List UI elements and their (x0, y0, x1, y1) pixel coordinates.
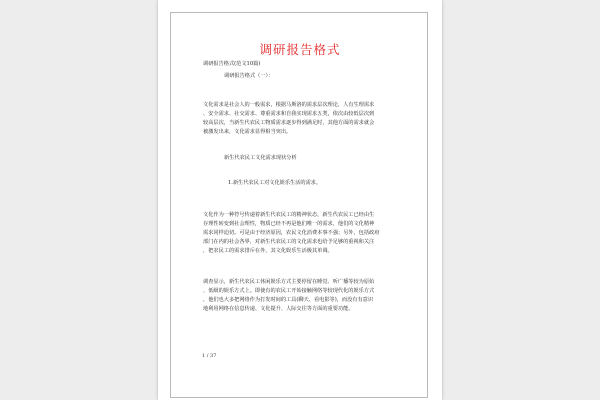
paragraph-line: 需求同样迫切。可是由于经济原因，农民文化消费本事不强；另外，包括政府 (203, 230, 380, 236)
document-title: 调研报告格式 (259, 42, 341, 57)
paragraph-line: 、低级的娱乐方式上。即使有的农民工开始接触网络等较现代化的娱乐方式 (203, 288, 375, 294)
paragraph-line: 地利用网络在信息传递、文化提升、人际交往等方面的重要功能。 (203, 306, 354, 312)
document-page (158, 0, 442, 400)
page-border (170, 12, 428, 398)
section-heading: 新生代农民工文化需求现状分析 (224, 155, 297, 161)
paragraph-line: 存理性转变到社会理性，物质已经不再是他们唯一的需求，他们的文化精神 (203, 221, 375, 227)
document-subtitle: 调研报告格式(范文10篇) (203, 61, 261, 67)
paragraph-line: 文化作为一种符号传递着新生代农民工的精神状态，新生代农民工已经由生 (203, 212, 375, 218)
subsection-heading: 1.新生代农民工对文化娱乐生活的需求。 (228, 180, 322, 186)
paragraph-line: ，把农民工的需求排斥在外，其文化娱乐生活极其单调。 (203, 248, 333, 254)
page-number: 1 / 37 (202, 353, 217, 359)
paragraph-line: 较高层次，当新生代农民工物质需求逐步得到满足时，其他方面的需求就会 (203, 120, 375, 126)
paragraph-line: ，他们也大多把网络作为打发时间的工具(聊天、看电影等)，而没有有意识 (203, 297, 374, 303)
paragraph-line: 文化需求是社会人的一般需求，根据马斯洛的需求层次理论，人有生理需求 (203, 102, 375, 108)
paragraph-line: 部门在内的社会各界，对新生代农民工的文化需求也给予足够的重视和关注 (203, 239, 375, 245)
paragraph-line: 被激发出来，文化需求显得相当突出。 (203, 129, 292, 135)
paragraph-line: 调查显示，新生代农民工休闲娱乐方式主要停留在睡觉、听广播等较为原始 (203, 279, 375, 285)
section-label: 调研报告格式（一）： (224, 73, 274, 79)
paragraph-line: 、安全需求、社交需求、尊重需求和自我实现需求五类，依次由较低层次到 (203, 111, 375, 117)
